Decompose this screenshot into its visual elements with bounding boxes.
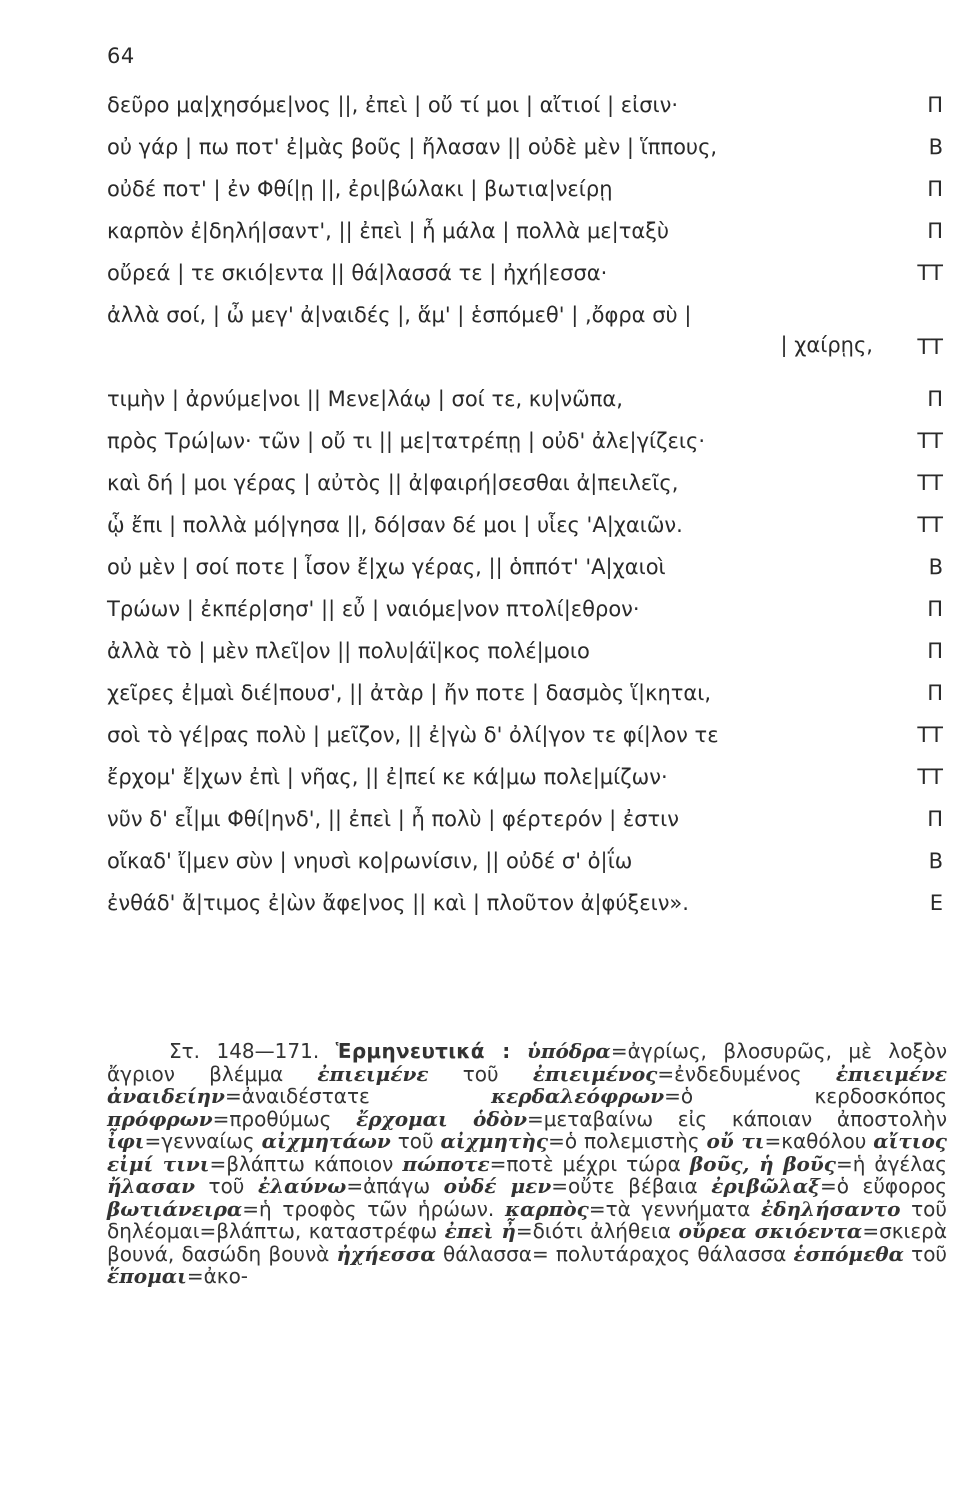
verse-text: οὐδέ ποτ' | ἐν Φθί|ῃ ||, ἐρι|βώλακι | βωτια|νείρῃ xyxy=(107,177,613,201)
meter-mark: Π xyxy=(927,93,943,117)
verse-line xyxy=(107,714,943,756)
commentary-gloss: =μεταβαίνω εἰς κάποιαν ἀποστολὴν xyxy=(526,1106,948,1131)
meter-mark: ΤΤ xyxy=(917,335,943,359)
meter-mark: ΤΤ xyxy=(917,513,943,537)
verse-line xyxy=(107,630,943,672)
verse-line xyxy=(107,462,943,504)
commentary-gloss: =προθύμως xyxy=(212,1106,357,1131)
commentary-gloss: τοῦ xyxy=(194,1174,258,1198)
commentary-gloss: =ἀναιδέστατε xyxy=(224,1084,492,1108)
verse-text: ᾧ ἔπι | πολλὰ μό|γησα ||, δό|σαν δέ μοι | υἷες 'Α|χαιῶν. xyxy=(107,513,683,537)
commentary-term: κερδαλεόφρων xyxy=(491,1084,665,1108)
verse-text: ἔρχομ' ἔ|χων ἐπὶ | νῆας, || ἐ|πεί κε κά|μω πολε|μίζων· xyxy=(107,765,668,789)
commentary-term: ἕπομαι xyxy=(107,1264,187,1288)
commentary-gloss: τοῦ xyxy=(390,1129,441,1153)
commentary-body xyxy=(107,1039,947,1288)
commentary-term: ἐριβῶλαξ xyxy=(711,1174,820,1198)
meter-mark: ΤΤ xyxy=(917,429,943,453)
verse-continuation: | χαίρῃς, xyxy=(780,333,873,357)
commentary-gloss: τοῦ δηλέομαι=βλάπτω, καταστρέφω xyxy=(107,1196,947,1243)
commentary-term: ἐδηλήσαντο xyxy=(761,1196,901,1221)
verse-line xyxy=(107,840,943,882)
verse-text: σοὶ τὸ γέ|ρας πολὺ | μεῖζον, || ἐ|γὼ δ' ὀλί|γον τε φί|λον τε xyxy=(107,723,719,747)
commentary xyxy=(107,1040,947,1288)
commentary-term: οὔ τι xyxy=(706,1129,765,1153)
commentary-term: οὐδέ μεν xyxy=(443,1174,552,1198)
verse-line xyxy=(107,168,943,210)
verse-text: ἐνθάδ' ἄ|τιμος ἐ|ὼν ἄφε|νος || καὶ | πλοῦτον ἀ|φύξειν». xyxy=(107,891,689,915)
commentary-term: πρόφρων xyxy=(107,1106,213,1131)
commentary-gloss: =ὁ εὔφορος xyxy=(819,1174,947,1198)
verse-text: χεῖρες ἐ|μαὶ διέ|πουσ', || ἀτὰρ | ἤν ποτε | δασμὸς ἵ|κηται, xyxy=(107,681,712,705)
verse-text: καρπὸν ἐ|δηλή|σαντ', || ἐπεὶ | ἦ μάλα | πολλὰ με|ταξὺ xyxy=(107,219,670,243)
verse-text: καὶ δή | μοι γέρας | αὐτὸς || ἀ|φαιρή|σεσθαι ἀ|πειλεῖς, xyxy=(107,471,679,495)
verse-text: δεῦρο μα|χησόμε|νος ||, ἐπεὶ | οὔ τί μοι | αἴτιοί | εἰσιν· xyxy=(107,93,679,117)
verse-text: οὐ γάρ | πω ποτ' ἐ|μὰς βοῦς | ἤλασαν || οὐδὲ μὲν | ἵππους, xyxy=(107,135,718,159)
commentary-term: αἴτιος εἰμί τινι xyxy=(107,1129,947,1176)
commentary-term: βωτιάνειρα xyxy=(107,1196,243,1221)
meter-mark: ΤΤ xyxy=(917,765,943,789)
commentary-term: οὔρεα σκιόεντα xyxy=(678,1219,863,1243)
verse-text: ἀλλὰ τὸ | μὲν πλεῖ|ον || πολυ|άϊ|κος πολέ|μοιο xyxy=(107,639,590,663)
commentary-gloss: =ἀγρίως, βλοσυρῶς, μὲ λοξὸν ἄγριον βλέμμα xyxy=(107,1039,948,1086)
commentary-ref: Στ. 148—171. xyxy=(169,1039,320,1063)
commentary-gloss: =ἡ ἀγέλας xyxy=(835,1151,948,1176)
verse-text: οὔρεά | τε σκιό|εντα || θά|λασσά τε | ἠχή|εσσα· xyxy=(107,261,608,285)
commentary-term: ἐπεὶ ἦ xyxy=(444,1219,516,1243)
commentary-term: ἐπιειμένε xyxy=(317,1061,429,1086)
meter-mark: Π xyxy=(927,387,943,411)
verse-block xyxy=(107,84,943,924)
verse-text: ἀλλὰ σοί, | ὦ μεγ' ἀ|ναιδές |, ἅμ' | ἑσπόμεθ' | ,ὄφρα σὺ | xyxy=(107,303,692,327)
commentary-term: ἤλασαν xyxy=(107,1174,195,1198)
commentary-gloss: θάλασσα= πολυτάραχος θάλασσα xyxy=(435,1241,794,1266)
verse-text: νῦν δ' εἶ|μι Φθί|ηνδ', || ἐπεὶ | ἦ πολὺ | φέρτερόν | ἐστιν xyxy=(107,807,680,831)
meter-mark: ΤΤ xyxy=(917,471,943,495)
meter-mark: Β xyxy=(928,849,943,873)
commentary-gloss: =διότι ἀλήθεια xyxy=(515,1219,679,1243)
commentary-gloss: =γενναίως xyxy=(144,1129,262,1153)
commentary-gloss: =ἀπάγω xyxy=(346,1174,444,1198)
commentary-term: αἰχμητὴς xyxy=(440,1129,549,1153)
meter-mark: Π xyxy=(927,807,943,831)
meter-mark: Ε xyxy=(929,891,943,915)
commentary-gloss: =ὁ κερδοσκόπος xyxy=(664,1084,947,1108)
meter-mark: Π xyxy=(927,597,943,621)
meter-mark: Β xyxy=(928,555,943,579)
verse-line xyxy=(107,882,943,924)
commentary-term: ὑπόδρα xyxy=(526,1039,611,1063)
verse-line xyxy=(107,294,943,378)
verse-line xyxy=(107,252,943,294)
meter-mark: ΤΤ xyxy=(917,261,943,285)
commentary-label: Ἑρμηνευτικά : xyxy=(335,1039,511,1063)
meter-mark: Π xyxy=(927,177,943,201)
commentary-term: αἰχμητάων xyxy=(261,1129,391,1153)
commentary-gloss: =ποτὲ μέχρι τώρα xyxy=(489,1151,690,1176)
verse-line xyxy=(107,798,943,840)
commentary-gloss: τοῦ xyxy=(428,1061,533,1086)
commentary-gloss: =ὁ πολεμιστὴς xyxy=(548,1129,707,1153)
commentary-gloss: =ἀκο- xyxy=(186,1264,249,1288)
page-number: 64 xyxy=(107,44,135,68)
commentary-term: πώποτε xyxy=(402,1151,490,1176)
meter-mark: Π xyxy=(927,219,943,243)
verse-text: τιμὴν | ἀρνύμε|νοι || Μενε|λάῳ | σοί τε, κυ|νῶπα, xyxy=(107,387,623,411)
commentary-term: ἐλαύνω xyxy=(257,1174,347,1198)
commentary-term: ἔρχομαι ὁδὸν xyxy=(356,1106,527,1131)
verse-text: οἴκαδ' ἴ|μεν σὺν | νηυσὶ κο|ρωνίσιν, || οὐδέ σ' ὀ|ΐω xyxy=(107,849,633,873)
commentary-term: ἑσπόμεθα xyxy=(793,1241,904,1266)
commentary-gloss: =καθόλου xyxy=(764,1129,874,1153)
verse-line xyxy=(107,378,943,420)
verse-text: πρὸς Τρώ|ων· τῶν | οὔ τι || με|τατρέπῃ | οὐδ' ἀλε|γίζεις· xyxy=(107,429,705,453)
commentary-gloss: =οὔτε βέβαια xyxy=(551,1174,712,1198)
meter-mark: ΤΤ xyxy=(917,723,943,747)
commentary-term: καρπὸς xyxy=(504,1196,589,1221)
verse-text: οὐ μὲν | σοί ποτε | ἶσον ἔ|χω γέρας, || ὁππότ' 'Α|χαιοὶ xyxy=(107,555,666,579)
verse-line xyxy=(107,672,943,714)
verse-line xyxy=(107,210,943,252)
verse-line xyxy=(107,84,943,126)
commentary-gloss: =τὰ γεννήματα xyxy=(588,1196,762,1221)
verse-line xyxy=(107,504,943,546)
verse-line xyxy=(107,588,943,630)
verse-line xyxy=(107,126,943,168)
meter-mark: Π xyxy=(927,681,943,705)
verse-line xyxy=(107,420,943,462)
commentary-term: ἐπιειμένε ἀναιδείην xyxy=(107,1061,947,1108)
commentary-gloss: =ἐνδεδυμένος xyxy=(657,1061,836,1086)
commentary-gloss: =ἡ τροφὸς τῶν ἡρώων. xyxy=(242,1196,505,1221)
verse-line xyxy=(107,756,943,798)
verse-line xyxy=(107,546,943,588)
commentary-gloss: τοῦ xyxy=(903,1241,947,1266)
commentary-term: βοῦς, ἡ βοῦς xyxy=(689,1151,836,1176)
commentary-term: ἶφι xyxy=(107,1129,145,1153)
commentary-term: ἐπιειμένος xyxy=(532,1061,658,1086)
meter-mark: Π xyxy=(927,639,943,663)
verse-text: Τρώων | ἐκπέρ|σησ' || εὖ | ναιόμε|νον πτολί|εθρον· xyxy=(107,597,640,621)
commentary-gloss: =σκιερὰ βουνά, δασώδη βουνὰ xyxy=(107,1219,948,1266)
commentary-gloss: =βλάπτω κάποιον xyxy=(209,1151,403,1176)
commentary-term: ἠχήεσσα xyxy=(336,1241,436,1266)
meter-mark: Β xyxy=(928,135,943,159)
